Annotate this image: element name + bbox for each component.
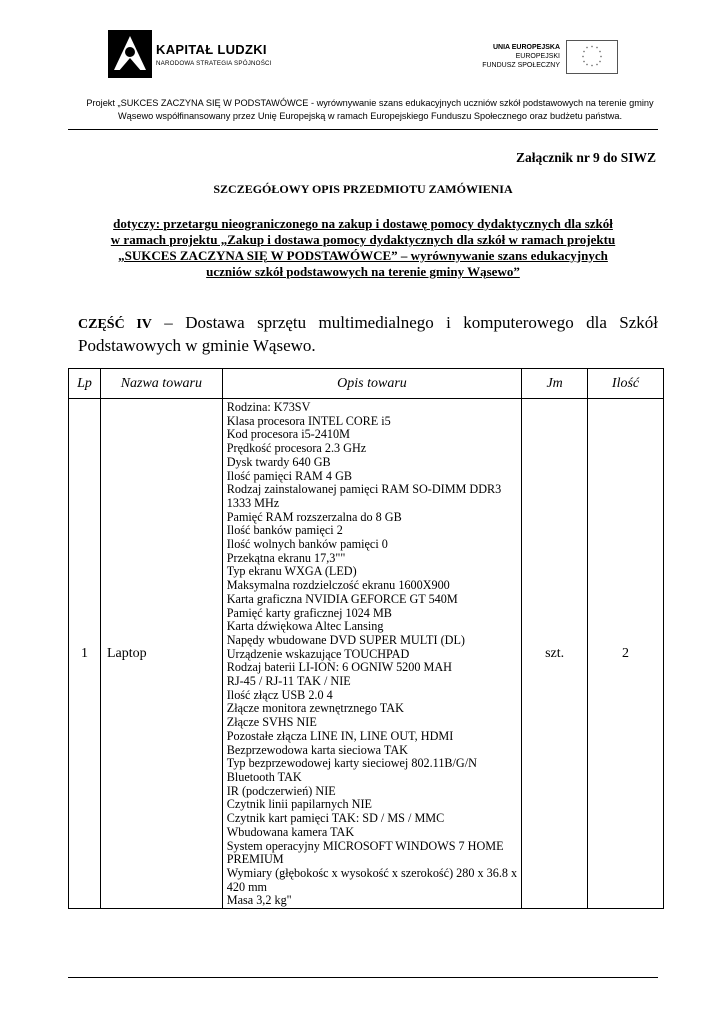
kapital-ludzki-title: KAPITAŁ LUDZKI <box>156 42 267 57</box>
spec-line: Urządzenie wskazujące TOUCHPAD <box>226 646 410 661</box>
part-text: – Dostawa sprzętu multimedialnego i komputerowego dla Szkół Podstawowych w gminie Wąsewo. <box>78 313 659 355</box>
spec-line: Bezprzewodowa karta sieciowa TAK <box>226 742 408 757</box>
header-lp: Lp <box>69 369 101 399</box>
header-name: Nazwa towaru <box>100 369 222 399</box>
eu-flag-icon <box>566 40 618 74</box>
spec-line: RJ-45 / RJ-11 TAK / NIE <box>226 674 351 689</box>
items-table <box>68 368 664 909</box>
spec-line: Ilość wolnych banków pamięci 0 <box>226 537 388 552</box>
spec-line: Masa 3,2 kg" <box>226 893 292 908</box>
svg-text:*: * <box>582 55 584 60</box>
spec-line: Typ ekranu WXGA (LED) <box>226 564 357 579</box>
document-heading: SZCZEGÓŁOWY OPIS PRZEDMIOTU ZAMÓWIENIA <box>213 182 513 196</box>
spec-line: Prędkość procesora 2.3 GHz <box>226 441 367 456</box>
header-unit: Jm <box>522 369 588 399</box>
spec-line: Czytnik linii papilarnych NIE <box>226 797 372 812</box>
row-qty: 2 <box>588 399 664 909</box>
table-header-row <box>69 369 664 399</box>
spec-line: Rodzina: K73SV <box>226 400 311 414</box>
eu-logo-line2: EUROPEJSKI <box>515 53 560 60</box>
kapital-ludzki-logo <box>108 30 278 80</box>
spec-line: Karta dźwiękowa Altec Lansing <box>226 619 384 634</box>
spec-line: Kod procesora i5-2410M <box>226 427 350 442</box>
spec-line: Ilość banków pamięci 2 <box>226 523 343 538</box>
part-title <box>78 312 658 356</box>
header-desc: Opis towaru <box>222 369 521 399</box>
footer-divider <box>68 977 658 978</box>
eu-logo-text <box>482 43 560 70</box>
svg-text:*: * <box>586 46 588 51</box>
spec-line: Czytnik kart pamięci TAK: SD / MS / MMC <box>226 811 445 826</box>
spec-line: Wbudowana kamera TAK <box>226 824 355 839</box>
spec-line: Pozostałe złącza LINE IN, LINE OUT, HDMI <box>226 728 454 743</box>
spec-line: Złącze monitora zewnętrznego TAK <box>226 701 404 716</box>
spec-line: Maksymalna rozdzielczość ekranu 1600X900 <box>226 578 450 593</box>
spec-line: Ilość złącz USB 2.0 4 <box>226 687 333 702</box>
spec-line: Rodzaj baterii LI-ION: 6 OGNIW 5200 MAH <box>226 660 452 675</box>
part-label: CZĘŚĆ IV <box>78 317 152 332</box>
spec-line: IR (podczerwień) NIE <box>226 783 336 798</box>
svg-text:*: * <box>596 63 598 68</box>
row-lp: 1 <box>69 399 101 909</box>
header-divider <box>68 129 658 130</box>
project-note-line2: Wąsewo współfinansowany przez Unię Europejską w ramach Europejskiego Funduszu Społecznego oraz budżetu państwa. <box>117 111 623 121</box>
spec-line: Ilość pamięci RAM 4 GB <box>226 468 352 483</box>
svg-text:*: * <box>586 63 588 68</box>
spec-line: Rodzaj zainstalowanej pamięci RAM SO-DIMM DDR3 1333 MHz <box>226 482 502 510</box>
spec-line: Pamięć RAM rozszerzalna do 8 GB <box>226 509 402 524</box>
kapital-ludzki-subtitle: NARODOWA STRATEGIA SPÓJNOŚCI <box>156 60 272 67</box>
svg-text:*: * <box>583 60 585 65</box>
spec-line: Klasa procesora INTEL CORE i5 <box>226 413 391 428</box>
header-qty: Ilość <box>588 369 664 399</box>
svg-text:*: * <box>591 64 593 69</box>
spec-line: Złącze SVHS NIE <box>226 715 317 730</box>
attachment-label: Załącznik nr 9 do SIWZ <box>515 150 656 165</box>
svg-text:*: * <box>599 50 601 55</box>
subject-line3: „SUKCES ZACZYNA SIĘ W PODSTAWÓWCE” – wyrównywanie szans edukacyjnych <box>118 248 608 263</box>
eu-logo-line3: FUNDUSZ SPOŁECZNY <box>482 62 560 69</box>
spec-line: Karta graficzna NVIDIA GEFORCE GT 540M <box>226 591 458 606</box>
kapital-ludzki-emblem-icon <box>108 30 152 78</box>
spec-line: Wymiary (głębokośc x wysokość x szerokość) 280 x 36.8 x 420 mm <box>226 865 518 894</box>
row-description <box>222 399 521 909</box>
project-header-note <box>60 97 680 123</box>
spec-line: System operacyjny MICROSOFT WINDOWS 7 HOME PREMIUM <box>226 838 504 867</box>
spec-line: Napędy wbudowane DVD SUPER MULTI (DL) <box>226 632 465 647</box>
svg-text:*: * <box>600 55 602 60</box>
svg-text:*: * <box>599 60 601 65</box>
subject-line1: dotyczy: przetargu nieograniczonego na zakup i dostawę pomocy dydaktycznych dla szkół <box>113 216 613 231</box>
spec-line: Bluetooth TAK <box>226 769 302 784</box>
spec-line: Dysk twardy 640 GB <box>226 454 331 469</box>
eu-social-fund-logo <box>470 40 620 74</box>
project-note-line1: Projekt „SUKCES ZACZYNA SIĘ W PODSTAWÓWCE - wyrównywanie szans edukacyjnych uczniów szkół podstawowych na terenie gminy <box>86 98 654 108</box>
spec-line: Przekątna ekranu 17,3"" <box>226 550 346 565</box>
svg-text:*: * <box>596 46 598 51</box>
svg-text:*: * <box>583 50 585 55</box>
row-name: Laptop <box>100 399 222 909</box>
subject-line4: uczniów szkół podstawowych na terenie gminy Wąsewo” <box>206 264 520 279</box>
table-row <box>69 399 664 909</box>
eu-logo-line1: UNIA EUROPEJSKA <box>492 44 560 51</box>
spec-line: Pamięć karty graficznej 1024 MB <box>226 605 392 620</box>
row-unit: szt. <box>522 399 588 909</box>
svg-text:*: * <box>591 45 593 50</box>
subject-line2: w ramach projektu „Zakup i dostawa pomocy dydaktycznych dla szkół w ramach projektu <box>110 232 616 247</box>
spec-line: Typ bezprzewodowej karty sieciowej 802.11B/G/N <box>226 756 477 771</box>
subject-block <box>74 216 652 280</box>
